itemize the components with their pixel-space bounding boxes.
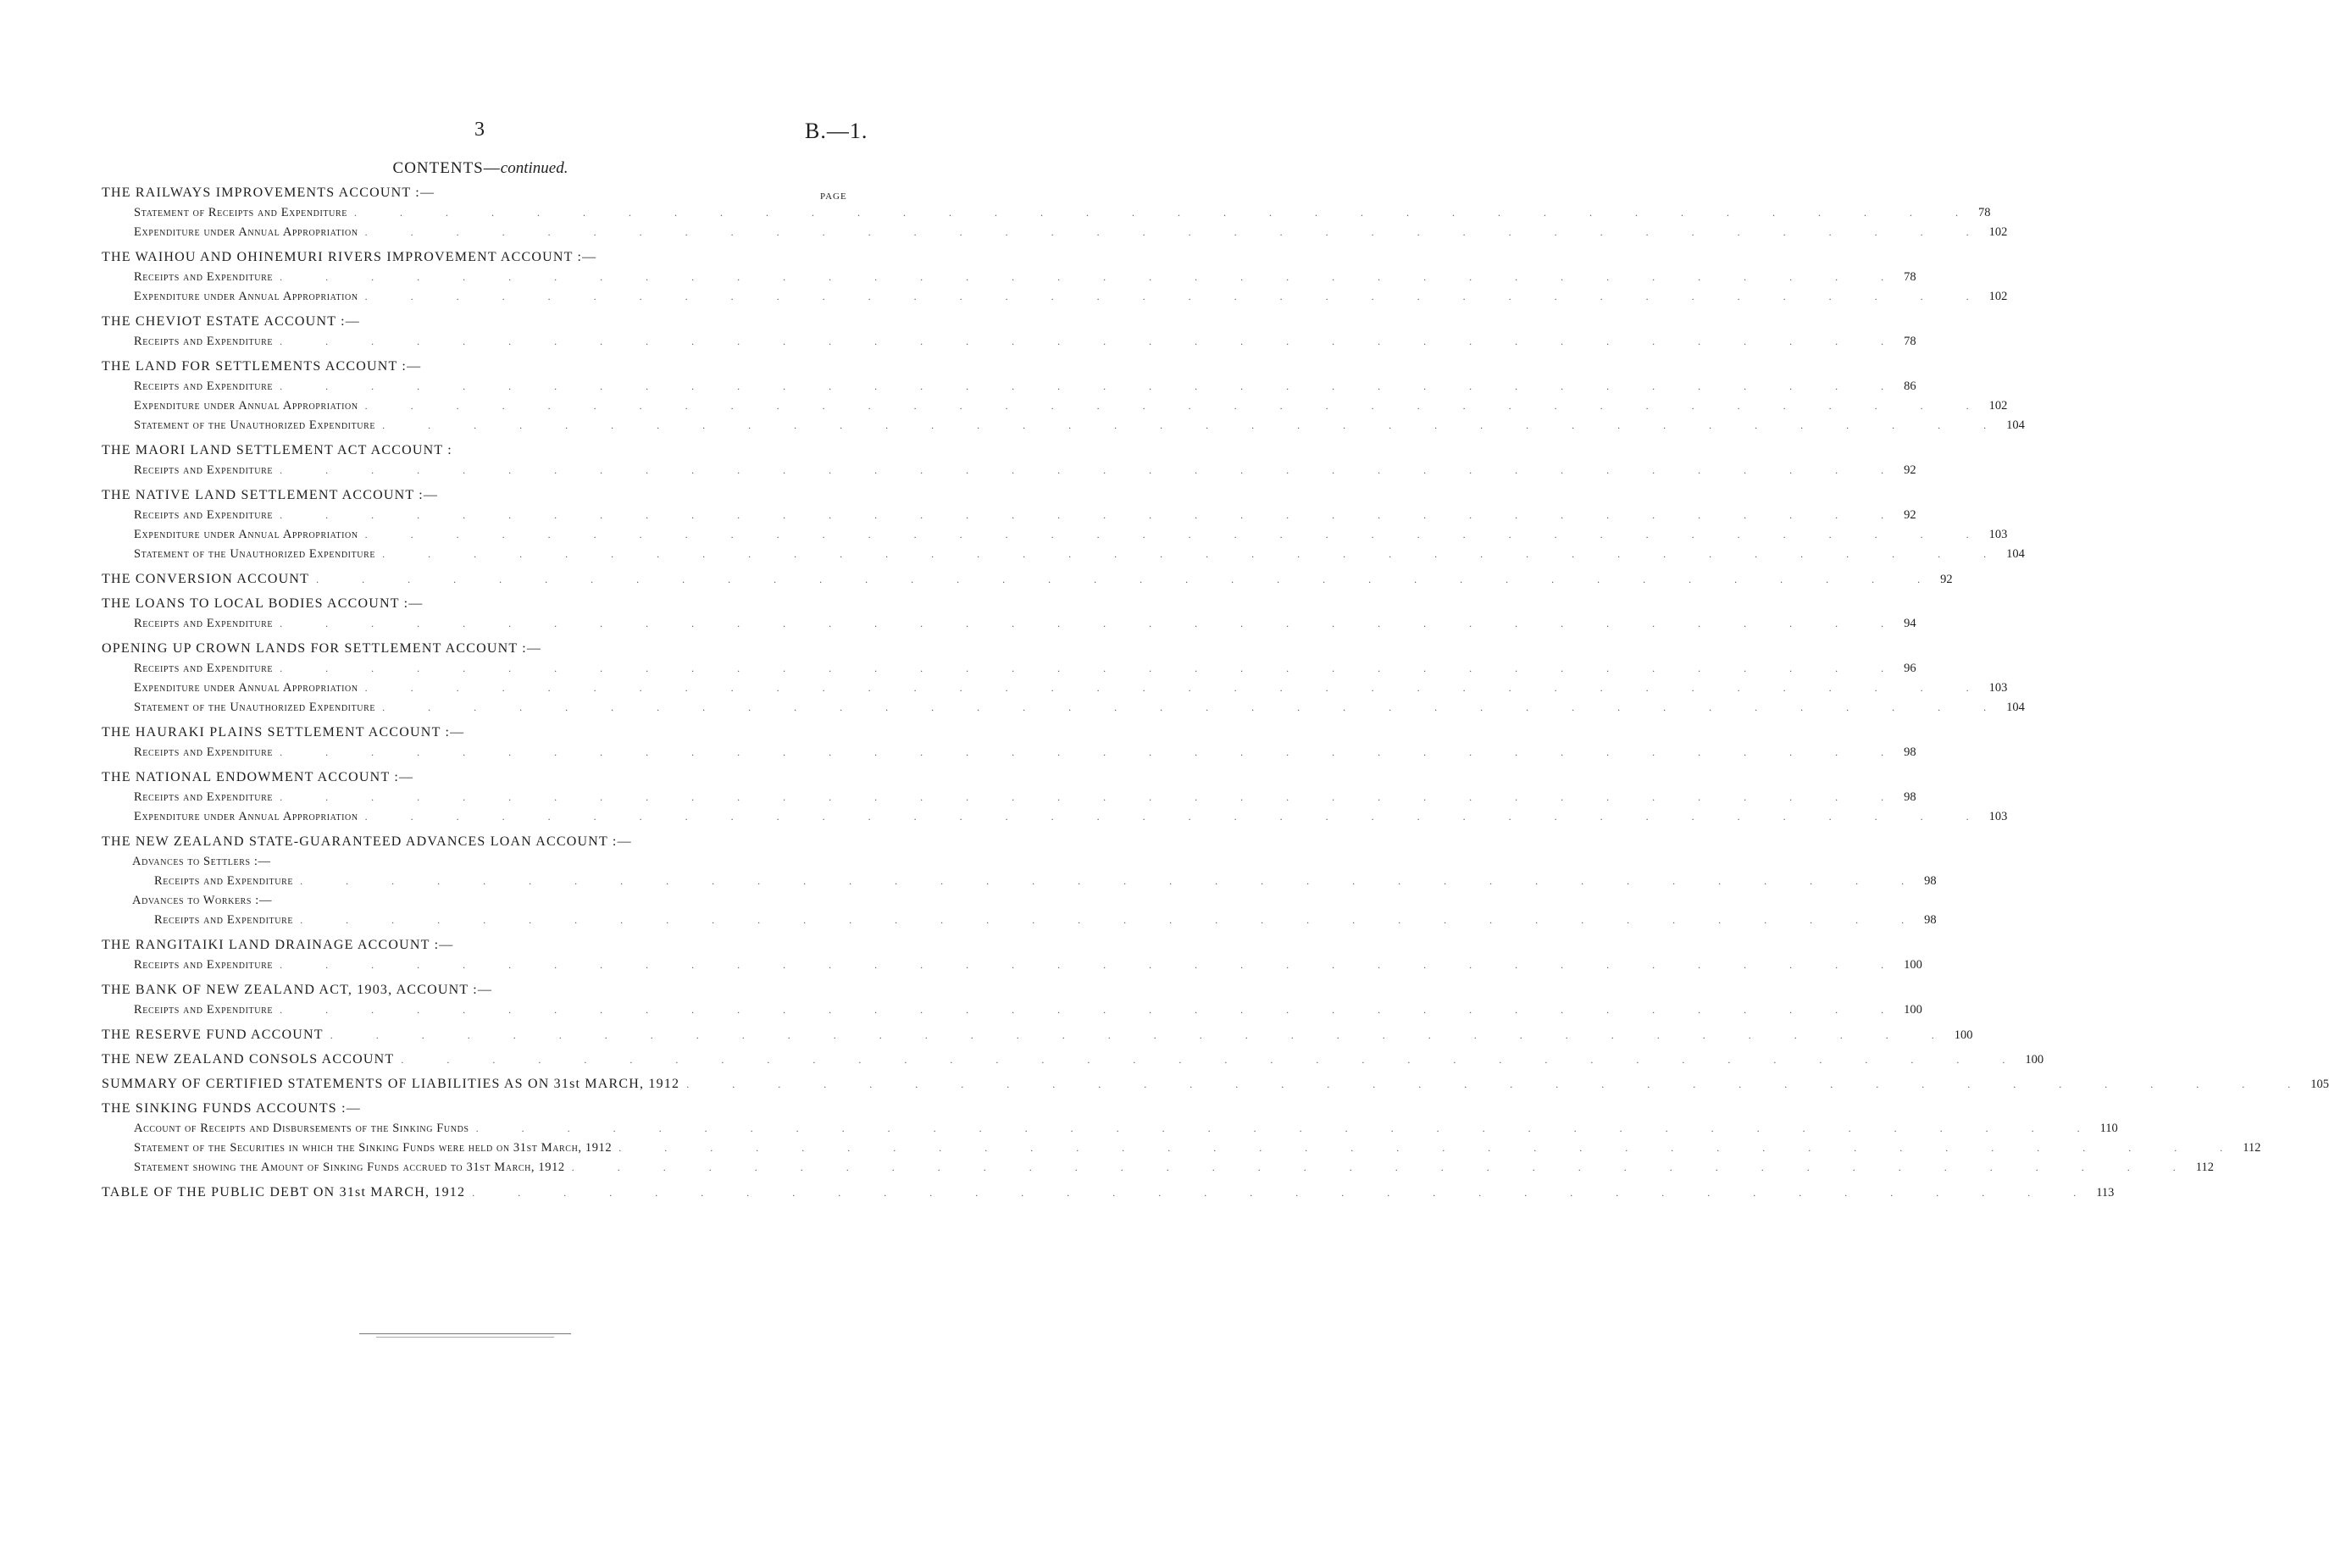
toc-section-entry bbox=[102, 1074, 2329, 1094]
toc-section-entry bbox=[102, 1183, 2115, 1202]
page-ref: 104 bbox=[2006, 418, 2025, 432]
dot-leader: . . . . . . . . . . . . . . . . . . . . . . . . . . . . . . . . . . . . bbox=[364, 226, 1989, 238]
page-ref: 92 bbox=[1940, 573, 1953, 586]
entry-label: Expenditure under Annual Appropriation bbox=[134, 225, 358, 239]
section-title: THE LOANS TO LOCAL BODIES ACCOUNT :— bbox=[102, 596, 424, 611]
toc-entry bbox=[102, 911, 1937, 930]
entry-label: Statement showing the Amount of Sinking Funds accrued to 31st March, 1912 bbox=[134, 1161, 565, 1174]
dot-leader: . . . . . . . . . . . . . . . . . . . . . . . . . . . . . . . . . . . . bbox=[364, 529, 1989, 540]
dot-leader: . . . . . . . . . . . . . . . . . . . . . . . . . . . . . . . . . . . . bbox=[316, 573, 1941, 585]
toc-entry bbox=[102, 1000, 1922, 1020]
dot-leader: . . . . . . . . . . . . . . . . . . . . . . . . . . . . . . . . . . . . bbox=[686, 1078, 2311, 1090]
dot-leader: . . . . . . . . . . . . . . . . . . . . . . . . . . . . . . . . . . . . bbox=[280, 959, 1905, 971]
dot-leader: . . . . . . . . . . . . . . . . . . . . . . . . . . . . . . . . . . . . bbox=[353, 207, 1978, 219]
page-ref: 103 bbox=[1988, 528, 2008, 541]
toc-section bbox=[102, 639, 2025, 718]
toc-section bbox=[102, 1025, 1973, 1044]
toc-section bbox=[102, 569, 1953, 589]
section-title: OPENING UP CROWN LANDS FOR SETTLEMENT ACCOUNT :— bbox=[102, 641, 542, 656]
section-title: THE RESERVE FUND ACCOUNT bbox=[102, 1028, 324, 1042]
toc-section bbox=[102, 440, 1916, 480]
toc-section bbox=[102, 312, 1916, 352]
sub-heading: Advances to Workers :— bbox=[132, 894, 273, 907]
page-number: 3 bbox=[474, 119, 485, 141]
entry-label: Expenditure under Annual Appropriation bbox=[134, 399, 358, 413]
page-ref: 92 bbox=[1904, 508, 1916, 522]
toc-entry bbox=[102, 956, 1922, 975]
toc-entry bbox=[102, 506, 1916, 525]
toc-section bbox=[102, 1099, 2261, 1177]
entry-label: Receipts and Expenditure bbox=[134, 617, 274, 630]
toc-entry bbox=[102, 416, 2025, 435]
toc-entry bbox=[102, 659, 1916, 679]
entry-label: Receipts and Expenditure bbox=[154, 874, 294, 888]
toc-entry bbox=[102, 396, 2008, 416]
toc-section bbox=[102, 1074, 2329, 1094]
toc-entry bbox=[102, 788, 1916, 807]
toc-entry bbox=[102, 698, 2025, 718]
dot-leader: . . . . . . . . . . . . . . . . . . . . . . . . . . . . . . . . . . . . bbox=[618, 1142, 2243, 1154]
toc-section bbox=[102, 767, 2008, 827]
entry-label: Expenditure under Annual Appropriation bbox=[134, 528, 358, 541]
toc-entry bbox=[102, 614, 1916, 634]
page-ref: 94 bbox=[1904, 617, 1916, 630]
page-ref: 102 bbox=[1988, 290, 2008, 303]
closing-rule-lower bbox=[376, 1337, 554, 1338]
dot-leader: . . . . . . . . . . . . . . . . . . . . . . . . . . . . . . . . . . . . bbox=[280, 509, 1905, 521]
section-title: THE CONVERSION ACCOUNT bbox=[102, 572, 310, 586]
section-title: THE LAND FOR SETTLEMENTS ACCOUNT :— bbox=[102, 359, 422, 374]
page-ref: 78 bbox=[1904, 270, 1916, 284]
page-ref: 103 bbox=[1988, 810, 2008, 823]
toc-section-entry bbox=[102, 1050, 2044, 1069]
dot-leader: . . . . . . . . . . . . . . . . . . . . . . . . . . . . . . . . . . . . bbox=[364, 291, 1989, 302]
page-ref: 102 bbox=[1988, 225, 2008, 239]
dot-leader: . . . . . . . . . . . . . . . . . . . . . . . . . . . . . . . . . . . . bbox=[300, 914, 1925, 926]
toc-section bbox=[102, 357, 2025, 435]
page-ref: 104 bbox=[2006, 547, 2025, 561]
entry-label: Statement of the Unauthorized Expenditure bbox=[134, 418, 376, 432]
sub-heading: Advances to Settlers :— bbox=[132, 855, 271, 868]
page-ref: 78 bbox=[1904, 335, 1916, 348]
dot-leader: . . . . . . . . . . . . . . . . . . . . . . . . . . . . . . . . . . . . bbox=[382, 419, 2007, 431]
dot-leader: . . . . . . . . . . . . . . . . . . . . . . . . . . . . . . . . . . . . bbox=[364, 682, 1989, 694]
dot-leader: . . . . . . . . . . . . . . . . . . . . . . . . . . . . . . . . . . . . bbox=[280, 1004, 1905, 1016]
entry-label: Receipts and Expenditure bbox=[134, 745, 274, 759]
section-title: THE NATIONAL ENDOWMENT ACCOUNT :— bbox=[102, 770, 414, 784]
page-ref: 100 bbox=[1954, 1028, 1973, 1042]
page-ref: 105 bbox=[2310, 1078, 2329, 1091]
toc-section bbox=[102, 183, 2008, 242]
dot-leader: . . . . . . . . . . . . . . . . . . . . . . . . . . . . . . . . . . . . bbox=[330, 1029, 1955, 1041]
page-ref: 98 bbox=[1904, 790, 1916, 804]
page-ref: 100 bbox=[1904, 1003, 1922, 1017]
toc-section bbox=[102, 485, 2025, 564]
contents-title bbox=[0, 159, 944, 178]
closing-rule bbox=[359, 1333, 571, 1334]
entry-label: Receipts and Expenditure bbox=[134, 1003, 274, 1017]
toc-entry bbox=[102, 287, 2008, 307]
dot-leader: . . . . . . . . . . . . . . . . . . . . . . . . . . . . . . . . . . . . bbox=[300, 875, 1925, 887]
section-title: THE RANGITAIKI LAND DRAINAGE ACCOUNT :— bbox=[102, 938, 454, 952]
toc-entry bbox=[102, 223, 2008, 242]
section-title: TABLE OF THE PUBLIC DEBT ON 31st MARCH, 1912 bbox=[102, 1185, 466, 1200]
toc-entry bbox=[102, 377, 1916, 396]
dot-leader: . . . . . . . . . . . . . . . . . . . . . . . . . . . . . . . . . . . . bbox=[364, 400, 1989, 412]
entry-label: Statement of the Unauthorized Expenditure bbox=[134, 701, 376, 714]
dot-leader: . . . . . . . . . . . . . . . . . . . . . . . . . . . . . . . . . . . . bbox=[280, 791, 1905, 803]
contents-title-suffix: continued. bbox=[500, 159, 568, 177]
toc-section-entry bbox=[102, 1025, 1973, 1044]
toc-entry bbox=[102, 1158, 2215, 1177]
entry-label: Receipts and Expenditure bbox=[134, 380, 274, 393]
page-ref: 113 bbox=[2096, 1186, 2115, 1200]
toc-entry bbox=[102, 461, 1916, 480]
entry-label: Statement of Receipts and Expenditure bbox=[134, 206, 347, 219]
table-of-contents bbox=[102, 183, 2329, 1207]
page-ref: 112 bbox=[2243, 1141, 2261, 1155]
contents-title-main: CONTENTS— bbox=[392, 159, 501, 177]
toc-section bbox=[102, 723, 1916, 762]
dot-leader: . . . . . . . . . . . . . . . . . . . . . . . . . . . . . . . . . . . . bbox=[280, 464, 1905, 476]
toc-section bbox=[102, 594, 1916, 634]
page-ref: 110 bbox=[2099, 1122, 2118, 1135]
section-title: THE NEW ZEALAND STATE-GUARANTEED ADVANCES LOAN ACCOUNT :— bbox=[102, 834, 632, 849]
entry-label: Expenditure under Annual Appropriation bbox=[134, 810, 358, 823]
toc-section-entry bbox=[102, 569, 1953, 589]
toc-entry bbox=[102, 268, 1916, 287]
dot-leader: . . . . . . . . . . . . . . . . . . . . . . . . . . . . . . . . . . . . bbox=[401, 1054, 2026, 1066]
dot-leader: . . . . . . . . . . . . . . . . . . . . . . . . . . . . . . . . . . . . bbox=[364, 811, 1989, 823]
page-ref: 86 bbox=[1904, 380, 1916, 393]
page-ref: 96 bbox=[1904, 662, 1916, 675]
toc-section bbox=[102, 832, 1937, 930]
section-title: SUMMARY OF CERTIFIED STATEMENTS OF LIABILITIES AS ON 31st MARCH, 1912 bbox=[102, 1077, 680, 1091]
toc-entry bbox=[102, 332, 1916, 352]
dot-leader: . . . . . . . . . . . . . . . . . . . . . . . . . . . . . . . . . . . . bbox=[280, 271, 1905, 283]
toc-section bbox=[102, 980, 1922, 1020]
page-ref: 98 bbox=[1904, 745, 1916, 759]
toc-entry bbox=[102, 545, 2025, 564]
toc-section bbox=[102, 935, 1922, 975]
entry-label: Receipts and Expenditure bbox=[134, 662, 274, 675]
dot-leader: . . . . . . . . . . . . . . . . . . . . . . . . . . . . . . . . . . . . bbox=[472, 1187, 2097, 1199]
section-title: THE BANK OF NEW ZEALAND ACT, 1903, ACCOUNT :— bbox=[102, 983, 493, 997]
entry-label: Receipts and Expenditure bbox=[134, 790, 274, 804]
toc-entry bbox=[102, 679, 2008, 698]
toc-section bbox=[102, 1050, 2044, 1069]
entry-label: Expenditure under Annual Appropriation bbox=[134, 290, 358, 303]
page-ref: 100 bbox=[1904, 958, 1922, 972]
toc-entry bbox=[102, 525, 2008, 545]
dot-leader: . . . . . . . . . . . . . . . . . . . . . . . . . . . . . . . . . . . . bbox=[280, 380, 1905, 392]
dot-leader: . . . . . . . . . . . . . . . . . . . . . . . . . . . . . . . . . . . . bbox=[382, 548, 2007, 560]
entry-label: Receipts and Expenditure bbox=[134, 508, 274, 522]
entry-label: Statement of the Securities in which the Sinking Funds were held on 31st March, 1912 bbox=[134, 1141, 613, 1155]
section-title: THE CHEVIOT ESTATE ACCOUNT :— bbox=[102, 314, 360, 329]
section-title: THE HAURAKI PLAINS SETTLEMENT ACCOUNT :— bbox=[102, 725, 465, 740]
page-ref: 104 bbox=[2006, 701, 2025, 714]
dot-leader: . . . . . . . . . . . . . . . . . . . . . . . . . . . . . . . . . . . . bbox=[280, 746, 1905, 758]
page-ref: 98 bbox=[1924, 913, 1937, 927]
entry-label: Receipts and Expenditure bbox=[154, 913, 294, 927]
toc-entry bbox=[102, 1139, 2261, 1158]
dot-leader: . . . . . . . . . . . . . . . . . . . . . . . . . . . . . . . . . . . . bbox=[280, 662, 1905, 674]
section-title: THE SINKING FUNDS ACCOUNTS :— bbox=[102, 1101, 361, 1116]
entry-label: Receipts and Expenditure bbox=[134, 958, 274, 972]
section-title: THE NATIVE LAND SETTLEMENT ACCOUNT :— bbox=[102, 488, 439, 502]
document-code: B.—1. bbox=[805, 119, 868, 143]
entry-label: Expenditure under Annual Appropriation bbox=[134, 681, 358, 695]
section-title: THE MAORI LAND SETTLEMENT ACT ACCOUNT : bbox=[102, 443, 452, 457]
page-ref: 98 bbox=[1924, 874, 1937, 888]
entry-label: Receipts and Expenditure bbox=[134, 270, 274, 284]
entry-label: Receipts and Expenditure bbox=[134, 335, 274, 348]
page-ref: 112 bbox=[2195, 1161, 2215, 1174]
entry-label: Receipts and Expenditure bbox=[134, 463, 274, 477]
toc-entry bbox=[102, 203, 1991, 223]
page-ref: 103 bbox=[1988, 681, 2008, 695]
dot-leader: . . . . . . . . . . . . . . . . . . . . . . . . . . . . . . . . . . . . bbox=[475, 1122, 2100, 1134]
toc-entry bbox=[102, 872, 1937, 891]
section-title: THE NEW ZEALAND CONSOLS ACCOUNT bbox=[102, 1052, 395, 1067]
page-ref: 100 bbox=[2025, 1053, 2044, 1067]
dot-leader: . . . . . . . . . . . . . . . . . . . . . . . . . . . . . . . . . . . . bbox=[382, 701, 2007, 713]
entry-label: Statement of the Unauthorized Expenditure bbox=[134, 547, 376, 561]
section-title: THE WAIHOU AND OHINEMURI RIVERS IMPROVEMENT ACCOUNT :— bbox=[102, 250, 597, 264]
page-column-label: PAGE bbox=[820, 191, 847, 202]
toc-entry bbox=[102, 807, 2008, 827]
entry-label: Account of Receipts and Disbursements of the Sinking Funds bbox=[134, 1122, 469, 1135]
toc-entry bbox=[102, 1119, 2118, 1139]
toc-entry bbox=[102, 743, 1916, 762]
dot-leader: . . . . . . . . . . . . . . . . . . . . . . . . . . . . . . . . . . . . bbox=[571, 1161, 2196, 1173]
page-ref: 78 bbox=[1977, 206, 1991, 219]
dot-leader: . . . . . . . . . . . . . . . . . . . . . . . . . . . . . . . . . . . . bbox=[280, 335, 1905, 347]
toc-section bbox=[102, 247, 2008, 307]
toc-section bbox=[102, 1183, 2115, 1202]
page-ref: 92 bbox=[1904, 463, 1916, 477]
section-title: THE RAILWAYS IMPROVEMENTS ACCOUNT :— bbox=[102, 186, 435, 200]
dot-leader: . . . . . . . . . . . . . . . . . . . . . . . . . . . . . . . . . . . . bbox=[280, 618, 1905, 629]
page-ref: 102 bbox=[1988, 399, 2008, 413]
